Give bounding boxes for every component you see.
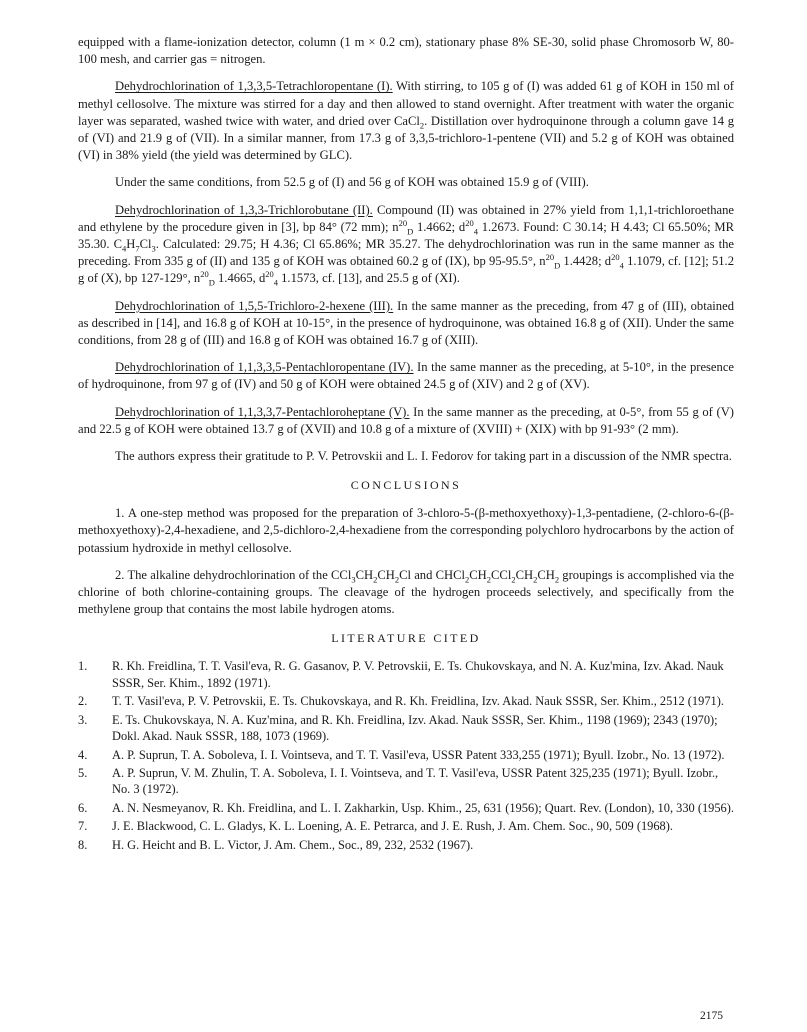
section-title: Dehydrochlorination of 1,3,3,5-Tetrachloropentane (I). bbox=[115, 79, 393, 94]
reference-text: R. Kh. Freidlina, T. T. Vasil'eva, R. G. Gasanov, P. V. Petrovskii, E. Ts. Chukovskaya, and N. A. Kuz'mina, Izv. Akad. Nauk SSSR, Ser. Khim., 1892 (1971). bbox=[112, 659, 724, 690]
page-body bbox=[78, 34, 734, 855]
reference-number: 8. bbox=[78, 837, 88, 852]
reference-item bbox=[78, 712, 734, 745]
paragraph-pentachloroheptane: Dehydrochlorination of 1,1,3,3,7-Pentachloroheptane (V). In the same manner as the preceding, at 0-5°, from 55 g of (V) and 22.5 g of KOH were obtained 13.7 g of (XVII) and 10.8 g of a mixture of (XVIII) + (XIX) with bp 91-93° (2 mm). bbox=[78, 404, 734, 436]
reference-text: T. T. Vasil'eva, P. V. Petrovskii, E. Ts. Chukovskaya, and R. Kh. Freidlina, Izv. Akad. Nauk SSSR, Ser. Khim., 2512 (1971). bbox=[112, 694, 724, 709]
reference-number: 3. bbox=[78, 712, 88, 727]
reference-text: J. E. Blackwood, C. L. Gladys, K. L. Loening, A. E. Petrarca, and J. E. Rush, J. Am. Chem. Soc., 90, 509 (1968). bbox=[112, 819, 673, 834]
paragraph-trichlorobutane: Dehydrochlorination of 1,3,3-Trichlorobutane (II). Compound (II) was obtained in 27% yield from 1,1,1-trichloroethane and ethylene by the procedure given in [3], bp 84° (72 mm); $n^{20}_D$ 1.4662; $d^{20}_4$ 1.2673. Found: C 30.14; H 4.43; Cl 65.50%; MR 35.30. $C_4H_7Cl_3$. Calculated: 29.75; H 4.36; Cl 65.86%; MR 35.27. The dehydrochlorination was run in the same manner as the preceding. From 335 g of (II) and 135 g of KOH was obtained 60.2 g of (IX), bp 95-95.5°, $n^{20}_D$ 1.4428; $d^{20}_4$ 1.1079, cf. [12]; 51.2 g of (X), bp 127-129°, $n^{20}_D$ 1.4665, $d^{20}_4$ 1.1573, cf. [13], and 25.5 g of (XI). bbox=[78, 202, 734, 288]
page-number: 2175 bbox=[700, 1010, 723, 1022]
paragraph-tetrachloropentane: Dehydrochlorination of 1,3,3,5-Tetrachloropentane (I). With stirring, to 105 g of (I) was added 61 g of KOH in 150 ml of methyl cellosolve. The mixture was stirred for a day and then allowed to stand overnight. After treatment with water the organic layer was separated, washed twice with water, and dried over CaCl$_2$. Distillation over hydroquinone through a column gave 14 g of (VI) and 21.9 g of (VII). In a similar manner, from 17.3 g of 3,3,5-trichloro-1-pentene (VII) and 5.2 g of KOH was obtained (VI) in 38% yield (the yield was determined by GLC). bbox=[78, 79, 734, 163]
conclusions-heading: CONCLUSIONS bbox=[350, 478, 462, 493]
reference-text: H. G. Heicht and B. L. Victor, J. Am. Chem., Soc., 89, 232, 2532 (1967). bbox=[112, 837, 474, 852]
reference-text: A. P. Suprun, T. A. Soboleva, I. I. Vointseva, and T. T. Vasil'eva, USSR Patent 333,255 (1971); Byull. Izobr., No. 13 (1972). bbox=[112, 747, 725, 762]
section-title: Dehydrochlorination of 1,5,5-Trichloro-2-hexene (III). bbox=[115, 298, 394, 313]
conclusion-2: 2. The alkaline dehydrochlorination of the $CCl_3CH_2CH_2Cl$ and $CHCl_2CH_2CCl_2CH_2CH_2$ groupings is accomplished via the chlorine of both chlorine-containing groups. The cleavage of the hydrogen proceeds selectively, and specifically from the methylene group that contains the most labile hydrogen atoms. bbox=[78, 567, 735, 617]
reference-text: A. N. Nesmeyanov, R. Kh. Freidlina, and L. I. Zakharkin, Usp. Khim., 25, 631 (1956); Quart. Rev. (London), 10, 330 (1956). bbox=[112, 800, 734, 815]
intro-paragraph: equipped with a flame-ionization detector, column (1 m × 0.2 cm), stationary phase 8% SE-30, solid phase Chromosorb W, 80-100 mesh, and carrier gas = nitrogen. bbox=[78, 35, 734, 67]
reference-number: 4. bbox=[78, 747, 88, 762]
section-title: Dehydrochlorination of 1,1,3,3,5-Pentachloropentane (IV). bbox=[115, 360, 414, 375]
reference-number: 1. bbox=[78, 659, 88, 674]
reference-number: 2. bbox=[78, 694, 88, 709]
reference-item bbox=[78, 693, 734, 709]
reference-number: 6. bbox=[78, 800, 88, 815]
reference-list bbox=[78, 658, 734, 852]
reference-item bbox=[78, 818, 734, 834]
paragraph-viii: Under the same conditions, from 52.5 g of (I) and 56 g of KOH was obtained 15.9 g of (VIII). bbox=[115, 175, 589, 190]
reference-text: E. Ts. Chukovskaya, N. A. Kuz'mina, and R. Kh. Freidlina, Izv. Akad. Nauk SSSR, Ser. Khim., 1198 (1969); 2343 (1970); Dokl. Akad. Nauk SSSR, 188, 1073 (1969). bbox=[112, 712, 718, 744]
acknowledgement: The authors express their gratitude to P. V. Petrovskii and L. I. Fedorov for taking part in a discussion of the NMR spectra. bbox=[115, 449, 732, 464]
reference-item bbox=[78, 837, 734, 853]
reference-item bbox=[78, 747, 734, 763]
literature-heading: LITERATURE CITED bbox=[331, 631, 481, 646]
reference-number: 7. bbox=[78, 819, 88, 834]
reference-item bbox=[78, 800, 734, 816]
paragraph-pentachloropentane: Dehydrochlorination of 1,1,3,3,5-Pentachloropentane (IV). In the same manner as the preceding, at 5-10°, in the presence of hydroquinone, from 97 g of (IV) and 50 g of KOH were obtained 24.5 g of (XIV) and 2 g of (XV). bbox=[78, 360, 734, 392]
conclusion-1: 1. A one-step method was proposed for the preparation of 3-chloro-5-(β-methoxyethoxy)-1,3-pentadiene, (2-chloro-6-(β-methoxyethoxy)-2,4-hexadiene, and 2,5-dichloro-2,4-hexadiene from the corresponding polychloro hydrocarbons by the action of potassium hydroxide in methyl cellosolve. bbox=[78, 506, 734, 555]
reference-text: A. P. Suprun, V. M. Zhulin, T. A. Soboleva, I. I. Vointseva, and T. T. Vasil'eva, USSR Patent 325,235 (1971); Byull. Izobr., No. 3 (1972). bbox=[112, 765, 719, 797]
paragraph-trichlorohexene: Dehydrochlorination of 1,5,5-Trichloro-2-hexene (III). In the same manner as the preceding, from 47 g of (III), obtained as described in [14], and 16.8 g of KOH at 10-15°, in the presence of hydroquinone, was obtained 16.8 g of (XII). Under the same conditions, from 28 g of (III) and 16.8 g of KOH was obtained 16.7 g of (XIII). bbox=[78, 298, 734, 348]
reference-item bbox=[78, 765, 734, 798]
reference-item bbox=[78, 658, 734, 691]
section-title: Dehydrochlorination of 1,1,3,3,7-Pentachloroheptane (V). bbox=[115, 404, 410, 419]
reference-number: 5. bbox=[78, 765, 88, 780]
section-title: Dehydrochlorination of 1,3,3-Trichlorobutane (II). bbox=[115, 202, 373, 217]
